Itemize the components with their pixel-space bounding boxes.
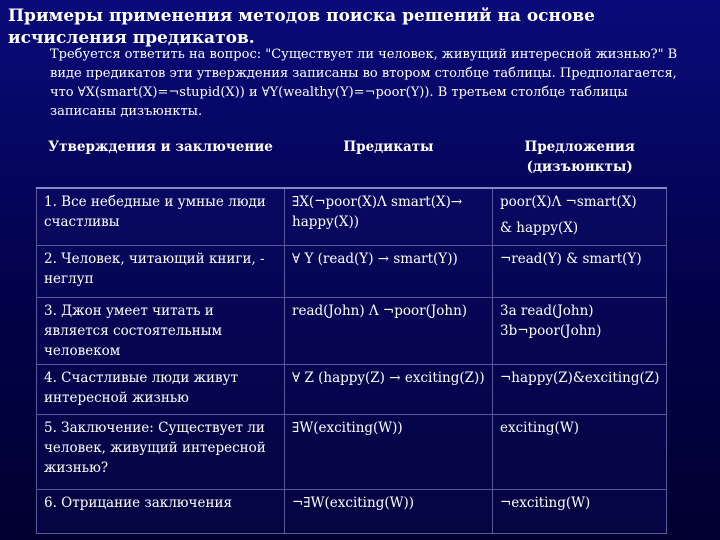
header-clauses-line1: Предложения	[524, 139, 635, 155]
table-header-row	[37, 131, 667, 188]
predicate-cell: ∀ Y (read(Y) → smart(Y))	[285, 245, 493, 297]
statement-cell: 1. Все небедные и умные люди счастливы	[37, 188, 285, 245]
intro-line: что ∀X(smart(X)=¬stupid(X)) и ∀Y(wealthy(Y)=¬poor(Y)). В третьем столбце таблицы	[50, 85, 628, 100]
statement-cell: 3. Джон умеет читать и является состоятельным человеком	[37, 297, 285, 364]
predicate-cell: read(John) Λ ¬poor(John)	[285, 297, 493, 364]
table-row	[37, 188, 667, 245]
slide-title: Примеры применения методов поиска решений на основе исчисления предикатов.	[8, 6, 595, 48]
clauses-cell: ¬read(Y) & smart(Y)	[493, 245, 667, 297]
intro-line: Требуется ответить на вопрос: "Существует ли человек, живущий интересной жизнью?" В	[50, 47, 678, 62]
clauses-cell: ¬happy(Z)&exciting(Z)	[493, 364, 667, 414]
intro-line: виде предикатов эти утверждения записаны во втором столбце таблицы. Предполагается,	[50, 66, 677, 81]
intro-text	[50, 45, 720, 121]
header-predicates: Предикаты	[343, 139, 434, 155]
table-row	[37, 364, 667, 414]
predicate-cell: ∀ Z (happy(Z) → exciting(Z))	[285, 364, 493, 414]
table-row	[37, 414, 667, 489]
clauses-cell: exciting(W)	[493, 414, 667, 489]
clauses-cell: ¬exciting(W)	[493, 489, 667, 533]
statement-cell: 2. Человек, читающий книги, - неглуп	[37, 245, 285, 297]
header-clauses	[493, 131, 667, 188]
table-row	[37, 489, 667, 533]
header-statements: Утверждения и заключение	[48, 139, 273, 155]
table-row	[37, 297, 667, 364]
statement-cell: 6. Отрицание заключения	[37, 489, 285, 533]
statement-cell: 5. Заключение: Существует ли человек, живущий интересной жизнью?	[37, 414, 285, 489]
table-row	[37, 245, 667, 297]
predicates-table	[36, 131, 667, 534]
intro-line: записаны дизъюнкты.	[50, 104, 203, 119]
statement-cell: 4. Счастливые люди живут интересной жизнью	[37, 364, 285, 414]
predicate-cell: ∃X(¬poor(X)Λ smart(X)→ happy(X))	[285, 188, 493, 245]
clause-line: 3a read(John)	[500, 302, 594, 319]
clauses-cell	[493, 297, 667, 364]
predicate-cell: ¬∃W(exciting(W))	[285, 489, 493, 533]
predicate-cell: ∃W(exciting(W))	[285, 414, 493, 489]
clauses-cell	[493, 188, 667, 245]
clause-line: & happy(X)	[500, 220, 579, 236]
clause-line: 3b¬poor(John)	[500, 322, 602, 339]
header-clauses-line2: (дизъюнкты)	[526, 159, 633, 175]
clause-line: poor(X)Λ ¬smart(X)	[500, 194, 637, 210]
